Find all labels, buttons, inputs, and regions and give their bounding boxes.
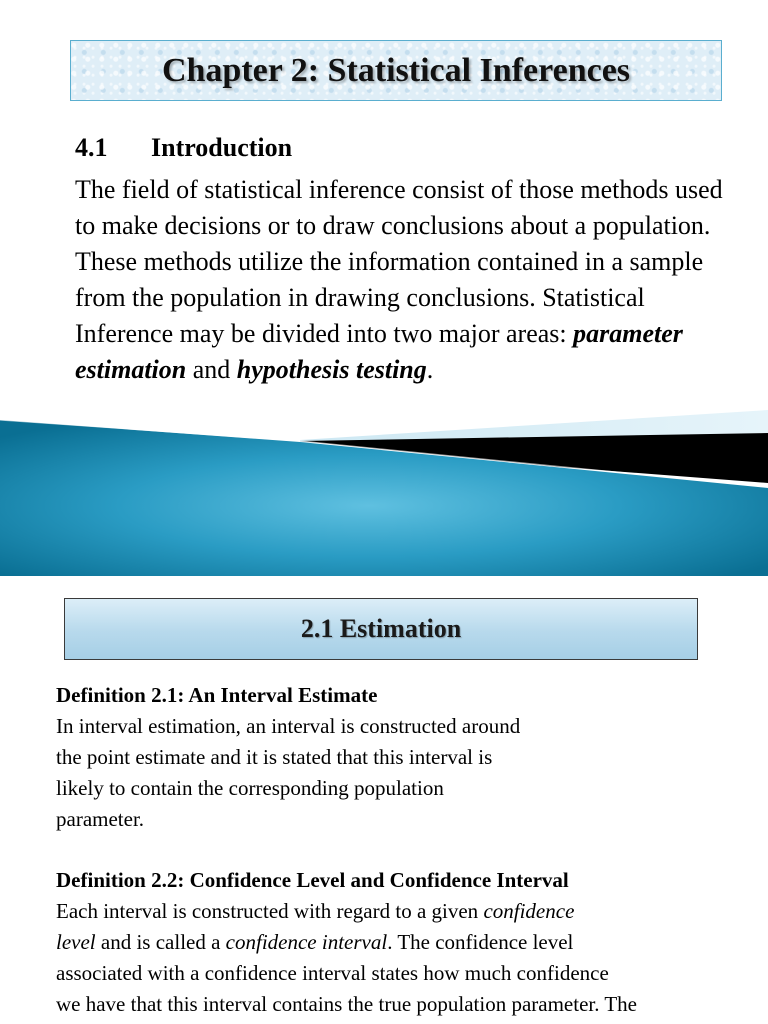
end-punctuation: . — [426, 355, 434, 384]
definition-2-2-text: and is called a — [95, 930, 226, 954]
definition-2-2-line: associated with a confidence interval states how much confidence — [56, 961, 609, 985]
definition-2-1-line: the point estimate and it is stated that this interval is — [56, 745, 493, 769]
definition-2-2-line — [56, 927, 746, 958]
definition-2-2-line — [56, 896, 746, 927]
section-title: Introduction — [151, 133, 293, 162]
slide-title: Chapter 2: Statistical Inferences — [161, 51, 631, 89]
section-heading-box — [64, 598, 698, 660]
definition-2-1-line: parameter. — [56, 807, 145, 831]
definition-2-1-title: Definition 2.1: An Interval Estimate — [56, 683, 378, 707]
term-parameter-estimation: parameter estimation — [75, 319, 683, 384]
section-number: 4.1 — [75, 133, 108, 162]
section-heading-estimation: 2.1 Estimation — [300, 614, 462, 643]
definition-2-2 — [56, 865, 746, 1020]
emphasis-confidence: confidence — [483, 899, 575, 923]
decorative-wave-band — [0, 395, 768, 576]
section-heading — [75, 133, 292, 163]
term-hypothesis-testing: hypothesis testing — [236, 355, 427, 384]
definition-2-1 — [56, 680, 616, 835]
slide-2 — [0, 576, 768, 1024]
definition-2-2-line: we have that this interval contains the true population parameter. The — [56, 992, 638, 1016]
definition-2-1-line: likely to contain the corresponding population — [56, 776, 444, 800]
emphasis-level: level — [56, 930, 96, 954]
definition-2-1-line: In interval estimation, an interval is constructed around — [56, 714, 521, 738]
definition-2-2-title: Definition 2.2: Confidence Level and Confidence Interval — [56, 868, 569, 892]
definition-2-2-text: . The confidence level — [387, 930, 574, 954]
intro-paragraph — [75, 172, 745, 388]
emphasis-confidence-interval: confidence interval — [225, 930, 388, 954]
slide-title-box — [70, 40, 722, 101]
connector-text: and — [186, 355, 237, 384]
definition-2-2-text: Each interval is constructed with regard to a given — [56, 899, 484, 923]
intro-text: The field of statistical inference consist of those methods used to make decisions or to draw conclusions about a population. These methods utilize the information contained in a sample from the population in drawing conclusions. Statistical Inference may be divided into two major areas: — [75, 175, 723, 348]
